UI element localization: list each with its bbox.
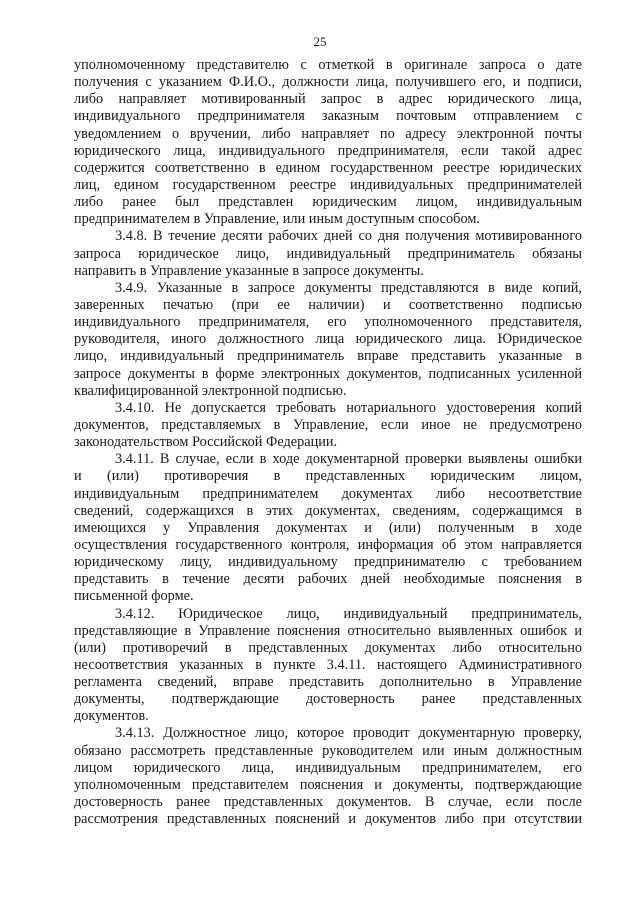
text-line: уполномоченным представителем пояснения и документы, подтверждающие	[74, 776, 582, 793]
text-line: квалифицированной электронной подписью.	[74, 382, 347, 399]
text-line: документов, представляемых в Управление, если иное не предусмотрено	[74, 416, 582, 433]
text-line: индивидуального предпринимателя заказным почтовым отправлением с	[74, 108, 582, 125]
text-line: 3.4.10. Не допускается требовать нотариального удостоверения копий	[115, 399, 582, 416]
text-line: представить в течение десяти рабочих дней необходимые пояснения в	[74, 571, 582, 588]
text-line: либо ранее был представлен юридическим лицом, индивидуальным	[74, 194, 582, 211]
text-line: регламента сведений, вправе представить дополнительно в Управление	[74, 674, 582, 691]
text-line: предпринимателем в Управление, или иным доступным способом.	[74, 211, 480, 228]
text-line: 3.4.9. Указанные в запросе документы представляются в виде копий,	[115, 279, 582, 296]
text-line: сведений, содержащихся в этих документах, сведениям, содержащимся в	[74, 502, 582, 519]
text-line: уполномоченному представителю с отметкой в оригинале запроса о дате	[74, 57, 582, 73]
text-line: достоверность ранее представленных документов. В случае, если после	[74, 794, 582, 811]
text-line: 3.4.8. В течение десяти рабочих дней со дня получения мотивированного	[115, 228, 582, 245]
text-line: 3.4.12. Юридическое лицо, индивидуальный предприниматель,	[115, 605, 582, 622]
text-line: законодательством Российской Федерации.	[74, 434, 338, 451]
text-line: запросе документы в форме электронных документов, подписанных усиленной	[74, 365, 582, 382]
text-line: индивидуальным предпринимателем документах либо несоответствие	[74, 485, 582, 502]
text-line: либо направляет мотивированный запрос в адрес юридического лица,	[74, 91, 582, 108]
text-line: содержится соответственно в едином государственном реестре юридических	[74, 159, 582, 176]
text-line: лицом юридического лица, индивидуальным предпринимателем, его	[74, 759, 582, 776]
text-line: руководителя, иного должностного лица юридического лица. Юридическое	[74, 331, 582, 348]
text-line: документы, подтверждающие достоверность ранее представленных	[74, 691, 582, 708]
text-line: заверенных печатью (при ее наличии) и соответственно подписью	[74, 296, 582, 313]
text-line: и (или) противоречия в представленных юридическим лицом,	[74, 468, 582, 485]
text-line: представляющие в Управление пояснения относительно выявленных ошибок и	[74, 622, 582, 639]
text-line: обязано рассмотреть представленные руководителем или иным должностным	[74, 742, 582, 759]
document-body	[74, 57, 582, 828]
text-line: направить в Управление указанные в запросе документы.	[74, 262, 424, 279]
text-line: лицо, индивидуальный предприниматель вправе представить указанные в	[74, 348, 582, 365]
text-line: документов.	[74, 708, 149, 725]
text-line: лиц, едином государственном реестре индивидуальных предпринимателей	[74, 176, 582, 193]
text-line: 3.4.13. Должностное лицо, которое проводит документарную проверку,	[115, 725, 582, 742]
text-line: (или) противоречий в представленных документах либо относительно	[74, 639, 582, 656]
text-line: 3.4.11. В случае, если в ходе документарной проверки выявлены ошибки	[115, 451, 582, 468]
text-line: имеющихся у Управления документах и (или) полученным в ходе	[74, 519, 582, 536]
text-line: осуществления государственного контроля, информация об этом направляется	[74, 536, 582, 553]
text-line: запроса юридическое лицо, индивидуальный предприниматель обязаны	[74, 245, 582, 262]
text-line: индивидуального предпринимателя, его уполномоченного представителя,	[74, 314, 582, 331]
text-line: юридическому лицу, индивидуальному предпринимателю с требованием	[74, 554, 582, 571]
text-line: уведомлением о вручении, либо направляет по адресу электронной почты	[74, 125, 582, 142]
page-number: 25	[313, 34, 327, 49]
text-line: получения с указанием Ф.И.О., должности лица, получившего его, и подписи,	[74, 74, 582, 91]
text-line: юридического лица, индивидуального предпринимателя, если такой адрес	[74, 142, 582, 159]
text-line: рассмотрения представленных пояснений и документов либо при отсутствии	[74, 811, 582, 828]
text-line: письменной форме.	[74, 588, 194, 605]
text-line: несоответствия указанных в пункте 3.4.11. настоящего Административного	[74, 656, 582, 673]
